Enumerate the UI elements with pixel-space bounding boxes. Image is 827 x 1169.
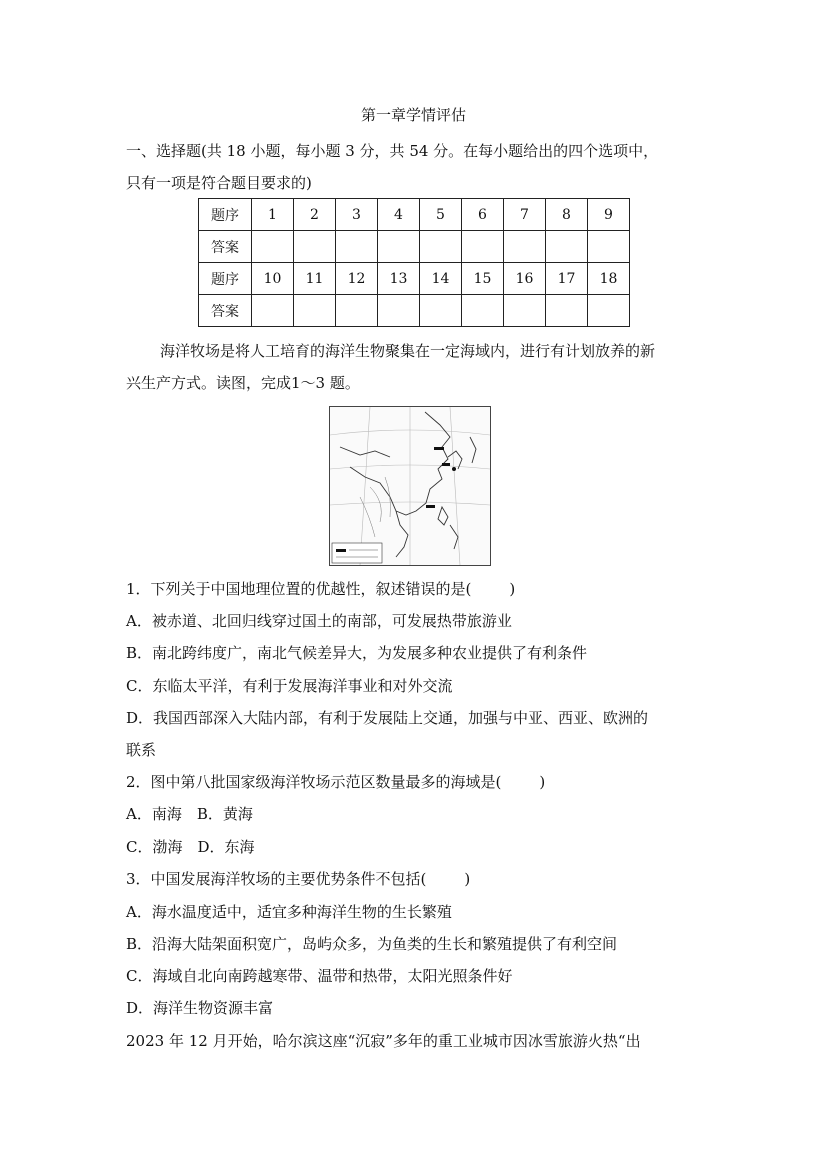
table-cell: 题序 — [199, 263, 252, 295]
table-cell: 3 — [336, 199, 378, 231]
question-stem-text: 1．下列关于中国地理位置的优越性，叙述错误的是( — [126, 580, 472, 598]
question-stem-close: ) — [464, 870, 471, 888]
answer-cell[interactable] — [336, 231, 378, 263]
table-cell: 10 — [252, 263, 294, 295]
answer-cell[interactable] — [420, 231, 462, 263]
answer-cell[interactable] — [420, 295, 462, 327]
question-1-option-c: C．东临太平洋，有利于发展海洋事业和对外交流 — [126, 677, 453, 695]
question-1-option-d-cont: 联系 — [126, 741, 157, 759]
table-cell: 8 — [546, 199, 588, 231]
answer-cell[interactable] — [378, 231, 420, 263]
table-cell: 17 — [546, 263, 588, 295]
table-row — [199, 263, 630, 295]
table-cell: 答案 — [199, 295, 252, 327]
table-cell: 4 — [378, 199, 420, 231]
china-coast-map-icon — [330, 407, 490, 565]
answer-table — [198, 198, 630, 327]
question-3-option-d: D．海洋生物资源丰富 — [126, 999, 274, 1017]
table-cell: 12 — [336, 263, 378, 295]
section-header-line1: 一、选择题(共 18 小题，每小题 3 分，共 54 分。在每小题给出的四个选项中， — [126, 142, 659, 160]
table-cell: 答案 — [199, 231, 252, 263]
answer-cell[interactable] — [294, 231, 336, 263]
table-cell: 11 — [294, 263, 336, 295]
question-2-options-ab: A．南海 B．黄海 — [126, 805, 253, 823]
question-1-option-d: D．我国西部深入大陆内部，有利于发展陆上交通，加强与中亚、西亚、欧洲的 — [126, 709, 649, 727]
table-cell: 5 — [420, 199, 462, 231]
question-stem-close: ) — [509, 580, 516, 598]
table-cell: 18 — [588, 263, 630, 295]
table-cell: 13 — [378, 263, 420, 295]
question-stem-close: ) — [539, 773, 546, 791]
table-row — [199, 231, 630, 263]
question-stem-text: 3．中国发展海洋牧场的主要优势条件不包括( — [126, 870, 427, 888]
section-header-line2: 只有一项是符合题目要求的) — [126, 174, 312, 192]
question-2-options-cd: C．渤海 D．东海 — [126, 838, 255, 856]
passage2-line1: 2023 年 12 月开始，哈尔滨这座“沉寂”多年的重工业城市因冰雪旅游火热“出 — [126, 1032, 641, 1050]
question-1-option-b: B．南北跨纬度广，南北气候差异大，为发展多种农业提供了有利条件 — [126, 644, 588, 662]
map-figure — [329, 406, 491, 566]
question-stem-text: 2．图中第八批国家级海洋牧场示范区数量最多的海域是( — [126, 773, 502, 791]
passage1-line1: 海洋牧场是将人工培育的海洋生物聚集在一定海域内，进行有计划放养的新 — [160, 342, 656, 360]
passage1-line2: 兴生产方式。读图，完成1～3 题。 — [126, 374, 360, 392]
answer-cell[interactable] — [462, 295, 504, 327]
table-row — [199, 199, 630, 231]
question-1-stem — [126, 578, 515, 599]
answer-cell[interactable] — [588, 295, 630, 327]
answer-cell[interactable] — [504, 295, 546, 327]
table-cell: 题序 — [199, 199, 252, 231]
question-2-stem — [126, 771, 545, 792]
table-cell: 7 — [504, 199, 546, 231]
table-cell: 16 — [504, 263, 546, 295]
answer-cell[interactable] — [252, 231, 294, 263]
question-3-option-c: C．海域自北向南跨越寒带、温带和热带，太阳光照条件好 — [126, 967, 513, 985]
question-3-stem — [126, 868, 470, 889]
question-3-option-b: B．沿海大陆架面积宽广，岛屿众多，为鱼类的生长和繁殖提供了有利空间 — [126, 935, 618, 953]
table-cell: 9 — [588, 199, 630, 231]
question-1-option-a: A．被赤道、北回归线穿过国土的南部，可发展热带旅游业 — [126, 612, 512, 630]
table-cell: 1 — [252, 199, 294, 231]
answer-cell[interactable] — [294, 295, 336, 327]
answer-cell[interactable] — [462, 231, 504, 263]
table-cell: 15 — [462, 263, 504, 295]
table-cell: 2 — [294, 199, 336, 231]
answer-cell[interactable] — [252, 295, 294, 327]
table-cell: 14 — [420, 263, 462, 295]
answer-cell[interactable] — [588, 231, 630, 263]
answer-cell[interactable] — [546, 295, 588, 327]
answer-cell[interactable] — [504, 231, 546, 263]
table-cell: 6 — [462, 199, 504, 231]
question-3-option-a: A．海水温度适中，适宜多种海洋生物的生长繁殖 — [126, 903, 452, 921]
answer-cell[interactable] — [546, 231, 588, 263]
table-row — [199, 295, 630, 327]
answer-cell[interactable] — [378, 295, 420, 327]
answer-cell[interactable] — [336, 295, 378, 327]
page-title: 第一章学情评估 — [360, 106, 466, 124]
